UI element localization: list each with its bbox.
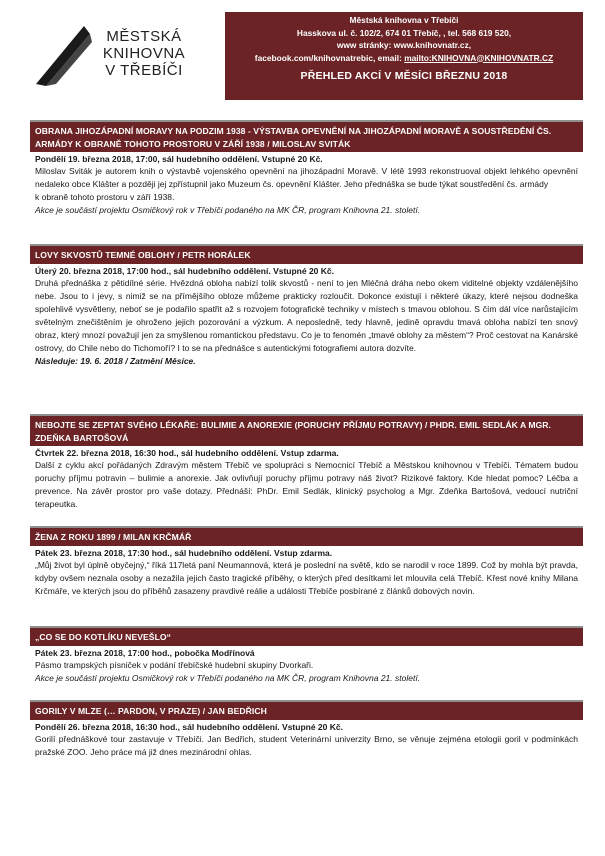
event-date: Pondělí 19. března 2018, 17:00, sál hudebního oddělení. Vstupné 20 Kč. [35,154,323,164]
contact-banner [225,12,583,100]
logo-text [94,28,194,79]
page-title: PŘEHLED AKCÍ V MĚSÍCI BŘEZNU 2018 [300,70,508,82]
event-project-note: Akce je součástí projektu Osmičkový rok v Třebíči podaného na MK ČR, program Knihovna 21. století. [35,205,421,216]
event-heading: NEBOJTE SE ZEPTAT SVÉHO LÉKAŘE: BULIMIE A ANOREXIE (PORUCHY PŘÍJMU POTRAVY) / PHDR. EMIL SEDLÁK A MGR. ZDEŇKA BARTOŠOVÁ [30,414,583,446]
library-logo [30,12,225,100]
event-description [30,559,583,598]
event-text: Miloslav Sviták je autorem knih o výstavbě vojenského opevnění na jihozápadní Moravě. V létě 1993 rekonstruoval objekt lehkého opevnění nedaleko obce Klášter a později jej zpřístupnil jako Muzeum čs. opevnění Klášter. Jeho přednáška se bude týkat soustředění čs. armády [35,166,578,190]
quill-logo-icon [32,20,94,90]
event-text: k obraně tohoto prostoru v září 1938. [35,192,175,203]
header [30,12,583,100]
event-3 [30,414,583,511]
event-heading: OBRANA JIHOZÁPADNÍ MORAVY NA PODZIM 1938 - VÝSTAVBA OPEVNĚNÍ NA JIHOZÁPADNÍ MORAVĚ A SOUSTŘEDĚNÍ ČS. ARMÁDY K OBRANĚ TOHOTO PROSTORU V ZÁŘÍ 1938 / MILOSLAV SVITÁK [30,120,583,152]
event-description [30,277,583,356]
event-date: Čtvrtek 22. března 2018, 16:30 hod., sál hudebního oddělení. Vstup zdarma. [35,448,339,458]
logo-line-3: V TŘEBÍČI [105,62,183,79]
library-address: Hasskova ul. č. 102/2, 674 01 Třebíč, , tel. 568 619 520, [296,27,512,38]
logo-line-2: KNIHOVNA [102,45,186,62]
contact-prefix: facebook.com/knihovnatrebic, email: [254,52,405,63]
event-heading: ŽENA Z ROKU 1899 / MILAN KRČMÁŘ [30,526,583,546]
event-description [30,459,583,511]
event-description [30,733,583,759]
event-4 [30,526,583,598]
event-text: Druhá přednáška z pětidílné série. Hvězdná obloha nabízí tolik skvostů - není to jen Mléčná dráha nebo okem viditelné objekty vzdálenějšího nebe. Jsou to i jevy, s nimiž se na přímějšího obloze můžeme prakticky rozloučit. Dokonce existují i některé úkazy, které nejsou dodneška spolehlivě vysvětleny, neboť se je podařilo spatřit až s rozvojem fotografické techniky v místech s tmavou oblohou. S čím dál více narůstajícím světelným znečištěním je ohroženo jejich pozorování a výzkum. A neposledně, tedy hlavně, jedině opravdu tmavá obloha nabízí ten snový obraz, který mnozí považují jen za smyšlenou romantickou představu. Co je to fenomén „tmavé oblohy za městem“? Proč cestovat na Kanárské ostrovy, do Chile nebo do Tichomoří? I to se na přednášce s autentickými fotografiemi autora dozvíte. [35,277,578,353]
event-5 [30,626,583,685]
event-description [30,165,583,204]
event-text: Gorilí přednáškové tour zastavuje v Třebíči. Jan Bedřich, student Veterinární univerzity Brno, se věnuje zejména etologii goril v podmínkách pražské ZOO. Jeho práce má již dnes mezinárodní ohlas. [35,733,578,757]
event-6 [30,700,583,759]
email-link[interactable]: mailto:KNIHOVNA@KNIHOVNATR.CZ [404,52,554,63]
event-description [30,659,583,672]
event-date: Pátek 23. března 2018, 17:30 hod., sál hudebního oddělení. Vstup zdarma. [35,547,333,558]
event-date: Pátek 23. března 2018, 17:00 hod., pobočka Modřínová [35,647,255,658]
event-heading: LOVY SKVOSTŮ TEMNÉ OBLOHY / PETR HORÁLEK [30,244,583,264]
library-web: www stránky: www.knihovnatr.cz, [336,40,472,50]
library-name: Městská knihovna v Třebíči [349,15,459,25]
logo-line-1: MĚSTSKÁ [106,28,182,45]
event-date: Pondělí 26. března 2018, 16:30 hod., sál hudebního oddělení. Vstupné 20 Kč. [35,721,343,732]
event-2 [30,244,583,368]
library-contact [225,52,583,65]
event-text: Pásmo trampských písniček v podání třebíčské hudební skupiny Dvorkaři. [35,659,314,670]
event-text: Další z cyklu akcí pořádaných Zdravým městem Třebíč ve spolupráci s Nemocnicí Třebíč a Městskou knihovnou v Třebíči. Tématem budou poruchy příjmu potravin – bulimie a anorexie. Jak ovlivňují poruchy příjmu potravy náš život? Rizikové faktory. Kde hledat pomoc? Léčba a prevence. Na závěr prostor pro vaše dotazy. Přednáší: PhDr. Emil Sedlák, klinický psycholog a Mgr. Zdeňka Bartošová, vedoucí nutriční terapeutka. [35,460,578,510]
event-project-note: Akce je součástí projektu Osmičkový rok v Třebíči podaného na MK ČR, program Knihovna 21. století. [35,672,421,683]
event-1 [30,120,583,217]
event-text: „Můj život byl úplně obyčejný,“ říká 117letá paní Neumannová, která je poslední na světě, kdo se narodil v roce 1899. Což by mohla být pravda, kdyby ovšem neznala osoby a nezažila jejich často tragické příběhy, o kterých před desítkami let mlouvila celá Třebíč. Křest nové knihy Milana Krčmáře, ve kterých jsou do příběhů zasazeny pravdivé reálie a události Třebíče posbírané z článků dobových novin. [35,559,578,596]
event-heading: GORILY V MLZE (… PARDON, V PRAZE) / JAN BEDŘICH [30,700,583,720]
event-follow-up: Následuje: 19. 6. 2018 / Zatmění Měsíce. [35,356,196,367]
event-heading: „CO SE DO KOTLÍKU NEVEŠLO“ [30,626,583,646]
event-date: Úterý 20. března 2018, 17:00 hod., sál hudebního oddělení. Vstupné 20 Kč. [35,265,335,276]
